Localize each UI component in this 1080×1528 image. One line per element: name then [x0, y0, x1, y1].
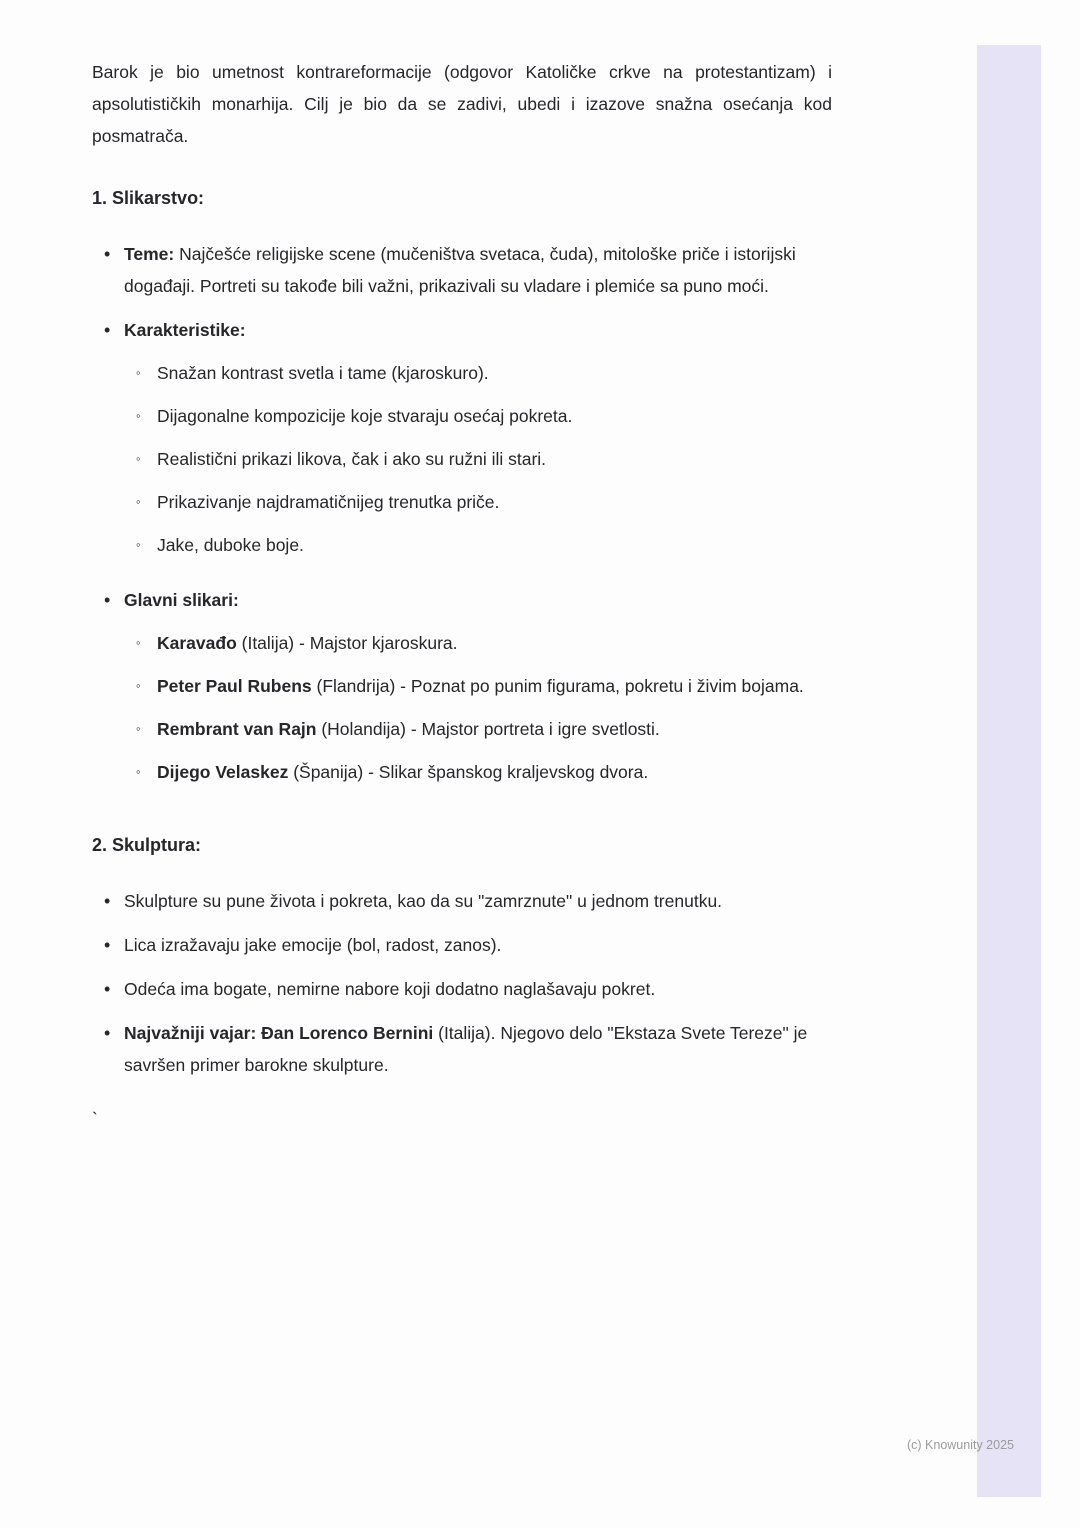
circle-bullet-icon — [136, 627, 157, 659]
circle-bullet-icon — [136, 713, 157, 745]
list-item-text — [124, 238, 832, 302]
document-body — [92, 56, 832, 1135]
slikarstvo-list — [92, 238, 832, 799]
list-item-text — [157, 756, 832, 788]
painter-desc: (Italija) - Majstor kjaroskura. — [236, 633, 458, 653]
list-item-rubens — [124, 670, 832, 702]
list-item-text: Realistični prikazi likova, čak i ako su ružni ili stari. — [157, 449, 547, 469]
circle-bullet-icon — [136, 443, 157, 475]
item-text: Lica izražavaju jake emocije (bol, radost, zanos). — [124, 935, 502, 955]
item-text: (Italija). Njegovo delo "Ekstaza Svete Tereze" je savršen primer barokne skulpture. — [124, 1023, 808, 1075]
list-item-text — [157, 670, 832, 702]
karakteristike-label: Karakteristike: — [124, 320, 246, 340]
circle-bullet-icon — [136, 756, 157, 788]
list-item-glavni-slikari — [92, 584, 832, 799]
section-heading-slikarstvo: 1. Slikarstvo: — [92, 188, 205, 208]
slikari-sublist — [124, 627, 832, 788]
list-item-text — [124, 973, 832, 1005]
circle-bullet-icon — [136, 486, 157, 518]
list-item-velaskez — [124, 756, 832, 788]
list-item — [124, 443, 832, 475]
teme-text: Najčešće religijske scene (mučeništva svetaca, čuda), mitološke priče i istorijski događaji. Portreti su takođe bili važni, prikazivali su vladare i plemiće sa puno moći. — [124, 244, 796, 296]
list-item-text — [157, 713, 832, 745]
list-item-text — [124, 929, 832, 961]
list-item — [124, 400, 832, 432]
list-item-text: Dijagonalne kompozicije koje stvaraju osećaj pokreta. — [157, 406, 573, 426]
side-strip — [977, 45, 1041, 1497]
list-item-bernini — [92, 1017, 832, 1081]
circle-bullet-icon — [136, 670, 157, 702]
painter-name: Karavađo — [157, 633, 237, 653]
list-item-karavadjo — [124, 627, 832, 659]
bullet-icon — [104, 929, 124, 961]
circle-bullet-icon — [136, 400, 157, 432]
painter-name: Rembrant van Rajn — [157, 719, 317, 739]
list-item-text — [124, 584, 832, 799]
list-item — [124, 529, 832, 561]
bullet-icon — [104, 885, 124, 917]
footer-copyright: (c) Knowunity 2025 — [906, 1438, 1014, 1452]
circle-bullet-icon — [136, 529, 157, 561]
karakteristike-sublist — [124, 357, 832, 561]
stray-backtick: ` — [92, 1109, 98, 1129]
painter-desc: (Španija) - Slikar španskog kraljevskog dvora. — [288, 762, 649, 782]
list-item-karakteristike — [92, 314, 832, 572]
item-text: Skulpture su pune života i pokreta, kao da su "zamrznute" u jednom trenutku. — [124, 891, 723, 911]
list-item — [92, 885, 832, 917]
list-item-teme — [92, 238, 832, 302]
list-item — [124, 486, 832, 518]
list-item-text — [157, 627, 832, 659]
list-item-text: Jake, duboke boje. — [157, 535, 304, 555]
item-text: Odeća ima bogate, nemirne nabore koji dodatno naglašavaju pokret. — [124, 979, 656, 999]
list-item — [124, 357, 832, 389]
bullet-icon — [104, 238, 124, 270]
bullet-icon — [104, 314, 124, 346]
intro-paragraph: Barok je bio umetnost kontrareformacije (odgovor Katoličke crkve na protestantizam) i apsolutističkih monarhija. Cilj je bio da se zadivi, ubedi i izazove snažna osećanja kod posmatrača. — [92, 62, 832, 146]
list-item — [92, 973, 832, 1005]
section-heading-skulptura: 2. Skulptura: — [92, 835, 202, 855]
bullet-icon — [104, 584, 124, 616]
list-item-text — [124, 885, 832, 917]
item-bold: Najvažniji vajar: Đan Lorenco Bernini — [124, 1023, 434, 1043]
list-item-text — [124, 314, 832, 572]
circle-bullet-icon — [136, 357, 157, 389]
list-item-rembrant — [124, 713, 832, 745]
list-item-text — [124, 1017, 832, 1081]
glavni-slikari-label: Glavni slikari: — [124, 590, 239, 610]
list-item-text: Snažan kontrast svetla i tame (kjaroskuro). — [157, 363, 489, 383]
painter-desc: (Holandija) - Majstor portreta i igre svetlosti. — [316, 719, 660, 739]
list-item-text: Prikazivanje najdramatičnijeg trenutka priče. — [157, 492, 500, 512]
list-item — [92, 929, 832, 961]
skulptura-list — [92, 885, 832, 1081]
painter-desc: (Flandrija) - Poznat po punim figurama, pokretu i živim bojama. — [311, 676, 804, 696]
painter-name: Peter Paul Rubens — [157, 676, 312, 696]
teme-label: Teme: — [124, 244, 175, 264]
bullet-icon — [104, 1017, 124, 1049]
bullet-icon — [104, 973, 124, 1005]
painter-name: Dijego Velaskez — [157, 762, 289, 782]
